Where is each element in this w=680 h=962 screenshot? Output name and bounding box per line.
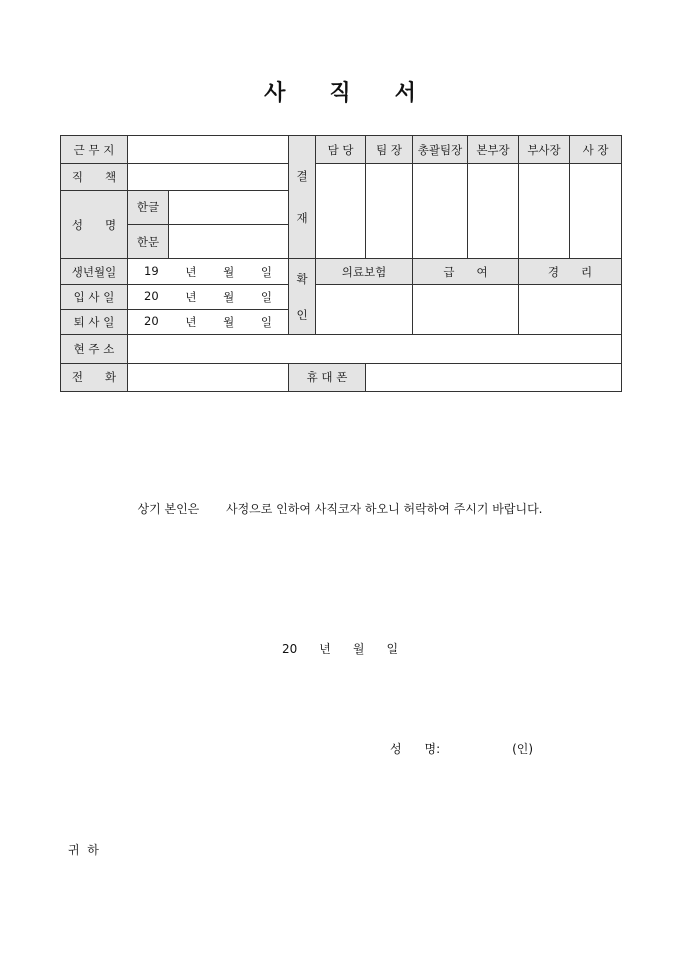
approver-vice-president: 부사장 [519,136,570,164]
approval-label-1: 결 [296,169,308,184]
mobile-label: 휴 대 폰 [289,363,366,391]
resignation-form-table [60,135,622,392]
hire-year-prefix: 20 [144,288,159,303]
approval-label-2: 재 [296,211,308,226]
birthdate-label: 생년월일 [61,259,128,284]
approval-label [289,136,316,259]
confirm-accounting: 경 리 [519,259,622,284]
sign-box-general-manager[interactable] [413,164,468,259]
date-day-unit: 일 [386,642,399,656]
approver-president: 사 장 [570,136,622,164]
seal-mark: (인) [512,742,534,756]
birth-year-prefix: 19 [144,263,159,278]
birth-month-unit: 월 [223,264,235,279]
resign-year-prefix: 20 [144,314,159,329]
sign-box-staff[interactable] [316,164,366,259]
hangul-label: 한글 [128,190,169,224]
hire-date-field[interactable] [128,284,289,309]
resign-day-unit: 일 [260,315,272,330]
confirm-label-1: 확 [296,271,308,286]
resignation-statement: 상기 본인은 사정으로 인하여 사직코자 하오니 허락하여 주시기 바랍니다. [137,502,543,516]
birth-day-unit: 일 [260,264,272,279]
hire-day-unit: 일 [260,289,272,304]
workplace-label: 근 무 지 [61,136,128,164]
hanja-name-field[interactable] [169,225,289,259]
confirm-label [289,259,316,335]
addressee: 귀 하 [68,843,99,857]
phone-field[interactable] [128,363,289,391]
approver-team-leader: 팀 장 [366,136,413,164]
signature-name-label: 성 명: [390,742,441,756]
birth-year-unit: 년 [185,264,197,279]
approver-staff: 담 당 [316,136,366,164]
document-title [0,76,680,107]
hire-date-label: 입 사 일 [61,284,128,309]
workplace-field[interactable] [128,136,289,164]
title-char: 서 [394,80,416,106]
submission-date [0,640,680,657]
health-insurance-box[interactable] [316,284,413,335]
confirm-label-2: 인 [296,307,308,322]
hangul-name-field[interactable] [169,190,289,224]
sign-box-president[interactable] [570,164,622,259]
confirm-health-insurance: 의료보험 [316,259,413,284]
name-label: 성 명 [61,190,128,259]
signature-line [390,740,533,757]
resign-month-unit: 월 [223,315,235,330]
position-field[interactable] [128,164,289,190]
resign-date-field[interactable] [128,309,289,334]
approver-general-manager: 총괄팀장 [413,136,468,164]
confirm-salary: 급 여 [413,259,519,284]
sign-box-division-head[interactable] [468,164,519,259]
address-field[interactable] [128,335,622,363]
sign-box-team-leader[interactable] [366,164,413,259]
sign-box-vice-president[interactable] [519,164,570,259]
hire-month-unit: 월 [223,289,235,304]
title-char: 사 [264,80,286,106]
address-label: 현 주 소 [61,335,128,363]
approver-division-head: 본부장 [468,136,519,164]
date-year-prefix: 20 [281,642,298,656]
hire-year-unit: 년 [185,289,197,304]
title-char: 직 [329,80,351,106]
hanja-label: 한문 [128,225,169,259]
salary-box[interactable] [413,284,519,335]
date-month-unit: 월 [352,642,365,656]
phone-label: 전 화 [61,363,128,391]
resign-year-unit: 년 [185,315,197,330]
date-year-unit: 년 [319,642,331,656]
resign-date-label: 퇴 사 일 [61,309,128,334]
accounting-box[interactable] [519,284,622,335]
mobile-field[interactable] [366,363,622,391]
position-label: 직 책 [61,164,128,190]
birthdate-field[interactable] [128,259,289,284]
